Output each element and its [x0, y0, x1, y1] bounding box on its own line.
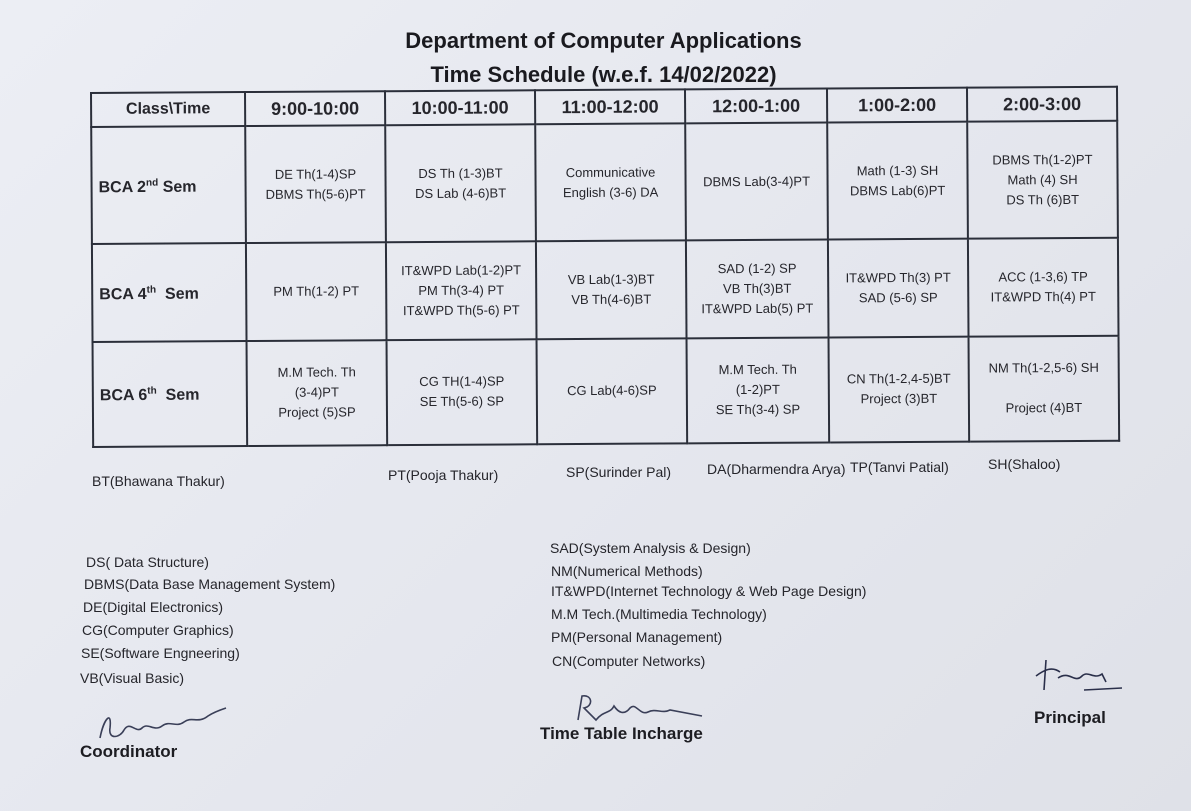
class-row	[92, 238, 1119, 341]
cell-line: VB Th(4-6)BT	[571, 291, 652, 308]
principal-label: Principal	[1034, 708, 1106, 727]
schedule-cell	[828, 239, 969, 337]
teacher-legend-pt: PT(Pooja Thakur)	[388, 467, 499, 483]
cell-line: PM Th(3-4) PT	[418, 282, 505, 299]
teacher-legend-bt: BT(Bhawana Thakur)	[92, 473, 225, 489]
subject-abbrev: SE(Software Engneering)	[81, 645, 240, 661]
schedule-cell	[386, 242, 537, 340]
cell-line: ACC (1-3,6) TP	[998, 268, 1088, 285]
schedule-cell	[535, 123, 686, 241]
cell-line: CG TH(1-4)SP	[419, 373, 505, 390]
subject-abbrev: DE(Digital Electronics)	[83, 599, 224, 615]
subject-abbrev: DS( Data Structure)	[86, 554, 209, 570]
cell-line: DS Th (1-3)BT	[418, 165, 503, 181]
cell-line: IT&WPD Th(3) PT	[845, 269, 951, 286]
cell-line: English (3-6) DA	[562, 184, 659, 200]
schedule-cell	[247, 340, 388, 446]
time-header: 11:00-12:00	[535, 89, 685, 124]
cell-line: DBMS Lab(6)PT	[849, 182, 946, 199]
schedule-cell	[245, 125, 386, 243]
time-header: 9:00-10:00	[245, 91, 385, 126]
cell-line: VB Lab(1-3)BT	[567, 271, 655, 288]
time-header: 12:00-1:00	[685, 88, 827, 123]
department-title: Department of Computer Applications	[405, 28, 802, 53]
teacher-legend-da: DA(Dharmendra Arya)	[707, 461, 846, 477]
schedule-cell	[536, 241, 687, 339]
cell-line: SE Th(5-6) SP	[419, 393, 505, 410]
cell-line: SAD (1-2) SP	[717, 260, 797, 277]
teacher-legend-sh: SH(Shaloo)	[988, 456, 1061, 472]
subject-abbrev: IT&WPD(Internet Technology & Web Page Design)	[551, 583, 867, 599]
cell-line: DBMS Lab(3-4)PT	[703, 173, 811, 189]
schedule-cell	[827, 122, 968, 240]
time-header: 2:00-3:00	[967, 87, 1117, 122]
schedule-cell	[537, 338, 688, 444]
schedule-cell	[385, 124, 536, 242]
cell-line: IT&WPD Lab(1-2)PT	[401, 262, 522, 279]
class-label: BCA 2nd Sem	[91, 126, 246, 244]
incharge-signature	[570, 690, 710, 726]
cell-line: IT&WPD Lab(5) PT	[701, 300, 814, 317]
schedule-cell	[685, 122, 828, 240]
subject-abbrev: CN(Computer Networks)	[552, 653, 706, 669]
time-header: 1:00-2:00	[827, 88, 967, 123]
schedule-cell	[387, 339, 538, 445]
class-label: BCA 4th Sem	[92, 244, 247, 342]
class-row	[93, 335, 1120, 447]
subject-abbrev: DBMS(Data Base Management System)	[84, 576, 336, 592]
class-label: BCA 6th Sem	[93, 341, 248, 447]
cell-line: DE Th(1-4)SP	[274, 166, 357, 182]
cell-line: CN Th(1-2,4-5)BT	[846, 371, 951, 387]
cell-line: DBMS Th(1-2)PT	[992, 151, 1093, 168]
schedule-cell	[829, 336, 970, 442]
cell-line: Project (4)BT	[1005, 400, 1083, 416]
schedule-cell	[968, 238, 1119, 336]
schedule-cell	[246, 243, 387, 341]
subject-abbrev: VB(Visual Basic)	[80, 670, 185, 686]
time-header: 10:00-11:00	[385, 90, 535, 125]
schedule-cell	[686, 240, 829, 338]
schedule-title: Time Schedule (w.e.f. 14/02/2022)	[430, 62, 777, 87]
cell-line: DBMS Th(5-6)PT	[265, 186, 366, 202]
cell-line: Communicative	[565, 164, 656, 180]
cell-line: IT&WPD Th(4) PT	[990, 288, 1096, 305]
subject-abbrev: NM(Numerical Methods)	[551, 563, 703, 579]
cell-line: SE Th(3-4) SP	[715, 401, 801, 418]
cell-line: Math (4) SH	[1007, 171, 1078, 188]
cell-line: (1-2)PT	[735, 382, 780, 398]
teacher-legend-tp: TP(Tanvi Patial)	[850, 459, 949, 475]
schedule-cell	[969, 335, 1120, 441]
cell-line: DS Lab (4-6)BT	[415, 185, 507, 201]
incharge-label: Time Table Incharge	[540, 724, 703, 743]
cell-line: Project (3)BT	[860, 391, 938, 407]
cell-line: CG Lab(4-6)SP	[566, 382, 657, 399]
corner-header: Class\Time	[91, 92, 245, 127]
cell-line: IT&WPD Th(5-6) PT	[402, 302, 520, 319]
schedule-cell	[687, 337, 830, 443]
cell-line: Math (1-3) SH	[856, 162, 939, 179]
cell-line: Project (5)SP	[278, 404, 356, 421]
coordinator-label: Coordinator	[80, 742, 178, 761]
timetable	[90, 86, 1120, 448]
subject-abbrev: CG(Computer Graphics)	[82, 622, 234, 638]
cell-line	[973, 378, 1115, 399]
teacher-legend-sp: SP(Surinder Pal)	[566, 464, 672, 480]
cell-line: NM Th(1-2,5-6) SH	[988, 360, 1099, 376]
subject-abbrev: SAD(System Analysis & Design)	[550, 540, 751, 556]
subject-abbrev: M.M Tech.(Multimedia Technology)	[551, 606, 767, 622]
cell-line: M.M Tech. Th	[277, 364, 356, 381]
cell-line: (3-4)PT	[294, 384, 339, 401]
class-row	[91, 121, 1118, 245]
cell-line: VB Th(3)BT	[722, 280, 792, 297]
subject-abbrev: PM(Personal Management)	[551, 629, 723, 645]
schedule-cell	[967, 121, 1118, 239]
cell-line: M.M Tech. Th	[718, 362, 797, 378]
cell-line: SAD (5-6) SP	[858, 289, 938, 306]
principal-signature	[1030, 652, 1130, 696]
cell-line: PM Th(1-2) PT	[273, 283, 360, 299]
cell-line: DS Th (6)BT	[1006, 191, 1080, 208]
